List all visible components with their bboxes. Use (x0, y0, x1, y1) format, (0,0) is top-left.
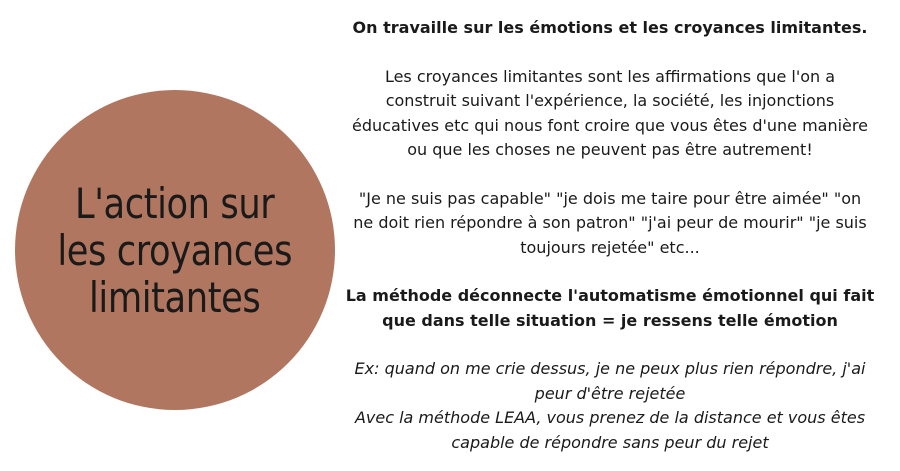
examples-line-1: "Je ne suis pas capable" "je dois me taire pour être aimée" "on (358, 188, 862, 208)
method-line-2: que dans telle situation = je ressens telle émotion (382, 310, 838, 330)
example-italic-line-4: capable de répondre sans peur du rejet (451, 432, 769, 452)
examples-paragraph (330, 187, 890, 261)
title-circle (15, 90, 335, 410)
text-column (330, 16, 890, 455)
circle-title-line-2: les croyances (57, 225, 293, 275)
examples-line-3: toujours rejetée" etc... (520, 237, 700, 257)
definition-line-2: construit suivant l'expérience, la société, les injonctions (385, 91, 835, 110)
heading: On travaille sur les émotions et les croyances limitantes. (352, 18, 868, 37)
circle-title-line-1: L'action sur (75, 178, 275, 228)
circle-title-line-3: limitantes (89, 272, 261, 322)
method-paragraph (330, 284, 890, 333)
example-italic-paragraph (330, 357, 890, 455)
example-italic-line-3: Avec la méthode LEAA, vous prenez de la distance et vous êtes (354, 408, 866, 427)
definition-line-1: Les croyances limitantes sont les affirmations que l'on a (384, 66, 836, 86)
method-line-1: La méthode déconnecte l'automatisme émotionnel qui fait (345, 286, 875, 305)
example-italic-line-2: peur d'être rejetée (534, 383, 686, 403)
examples-line-2: ne doit rien répondre à son patron" "j'ai peur de mourir" "je suis (353, 213, 867, 232)
circle-title (58, 180, 293, 321)
definition-line-3: éducatives etc qui nous font croire que vous êtes d'une manière (352, 115, 868, 135)
definition-paragraph (330, 65, 890, 163)
example-italic-line-1: Ex: quand on me crie dessus, je ne peux plus rien répondre, j'ai (354, 359, 866, 378)
definition-line-4: ou que les choses ne peuvent pas être autrement! (407, 140, 813, 159)
